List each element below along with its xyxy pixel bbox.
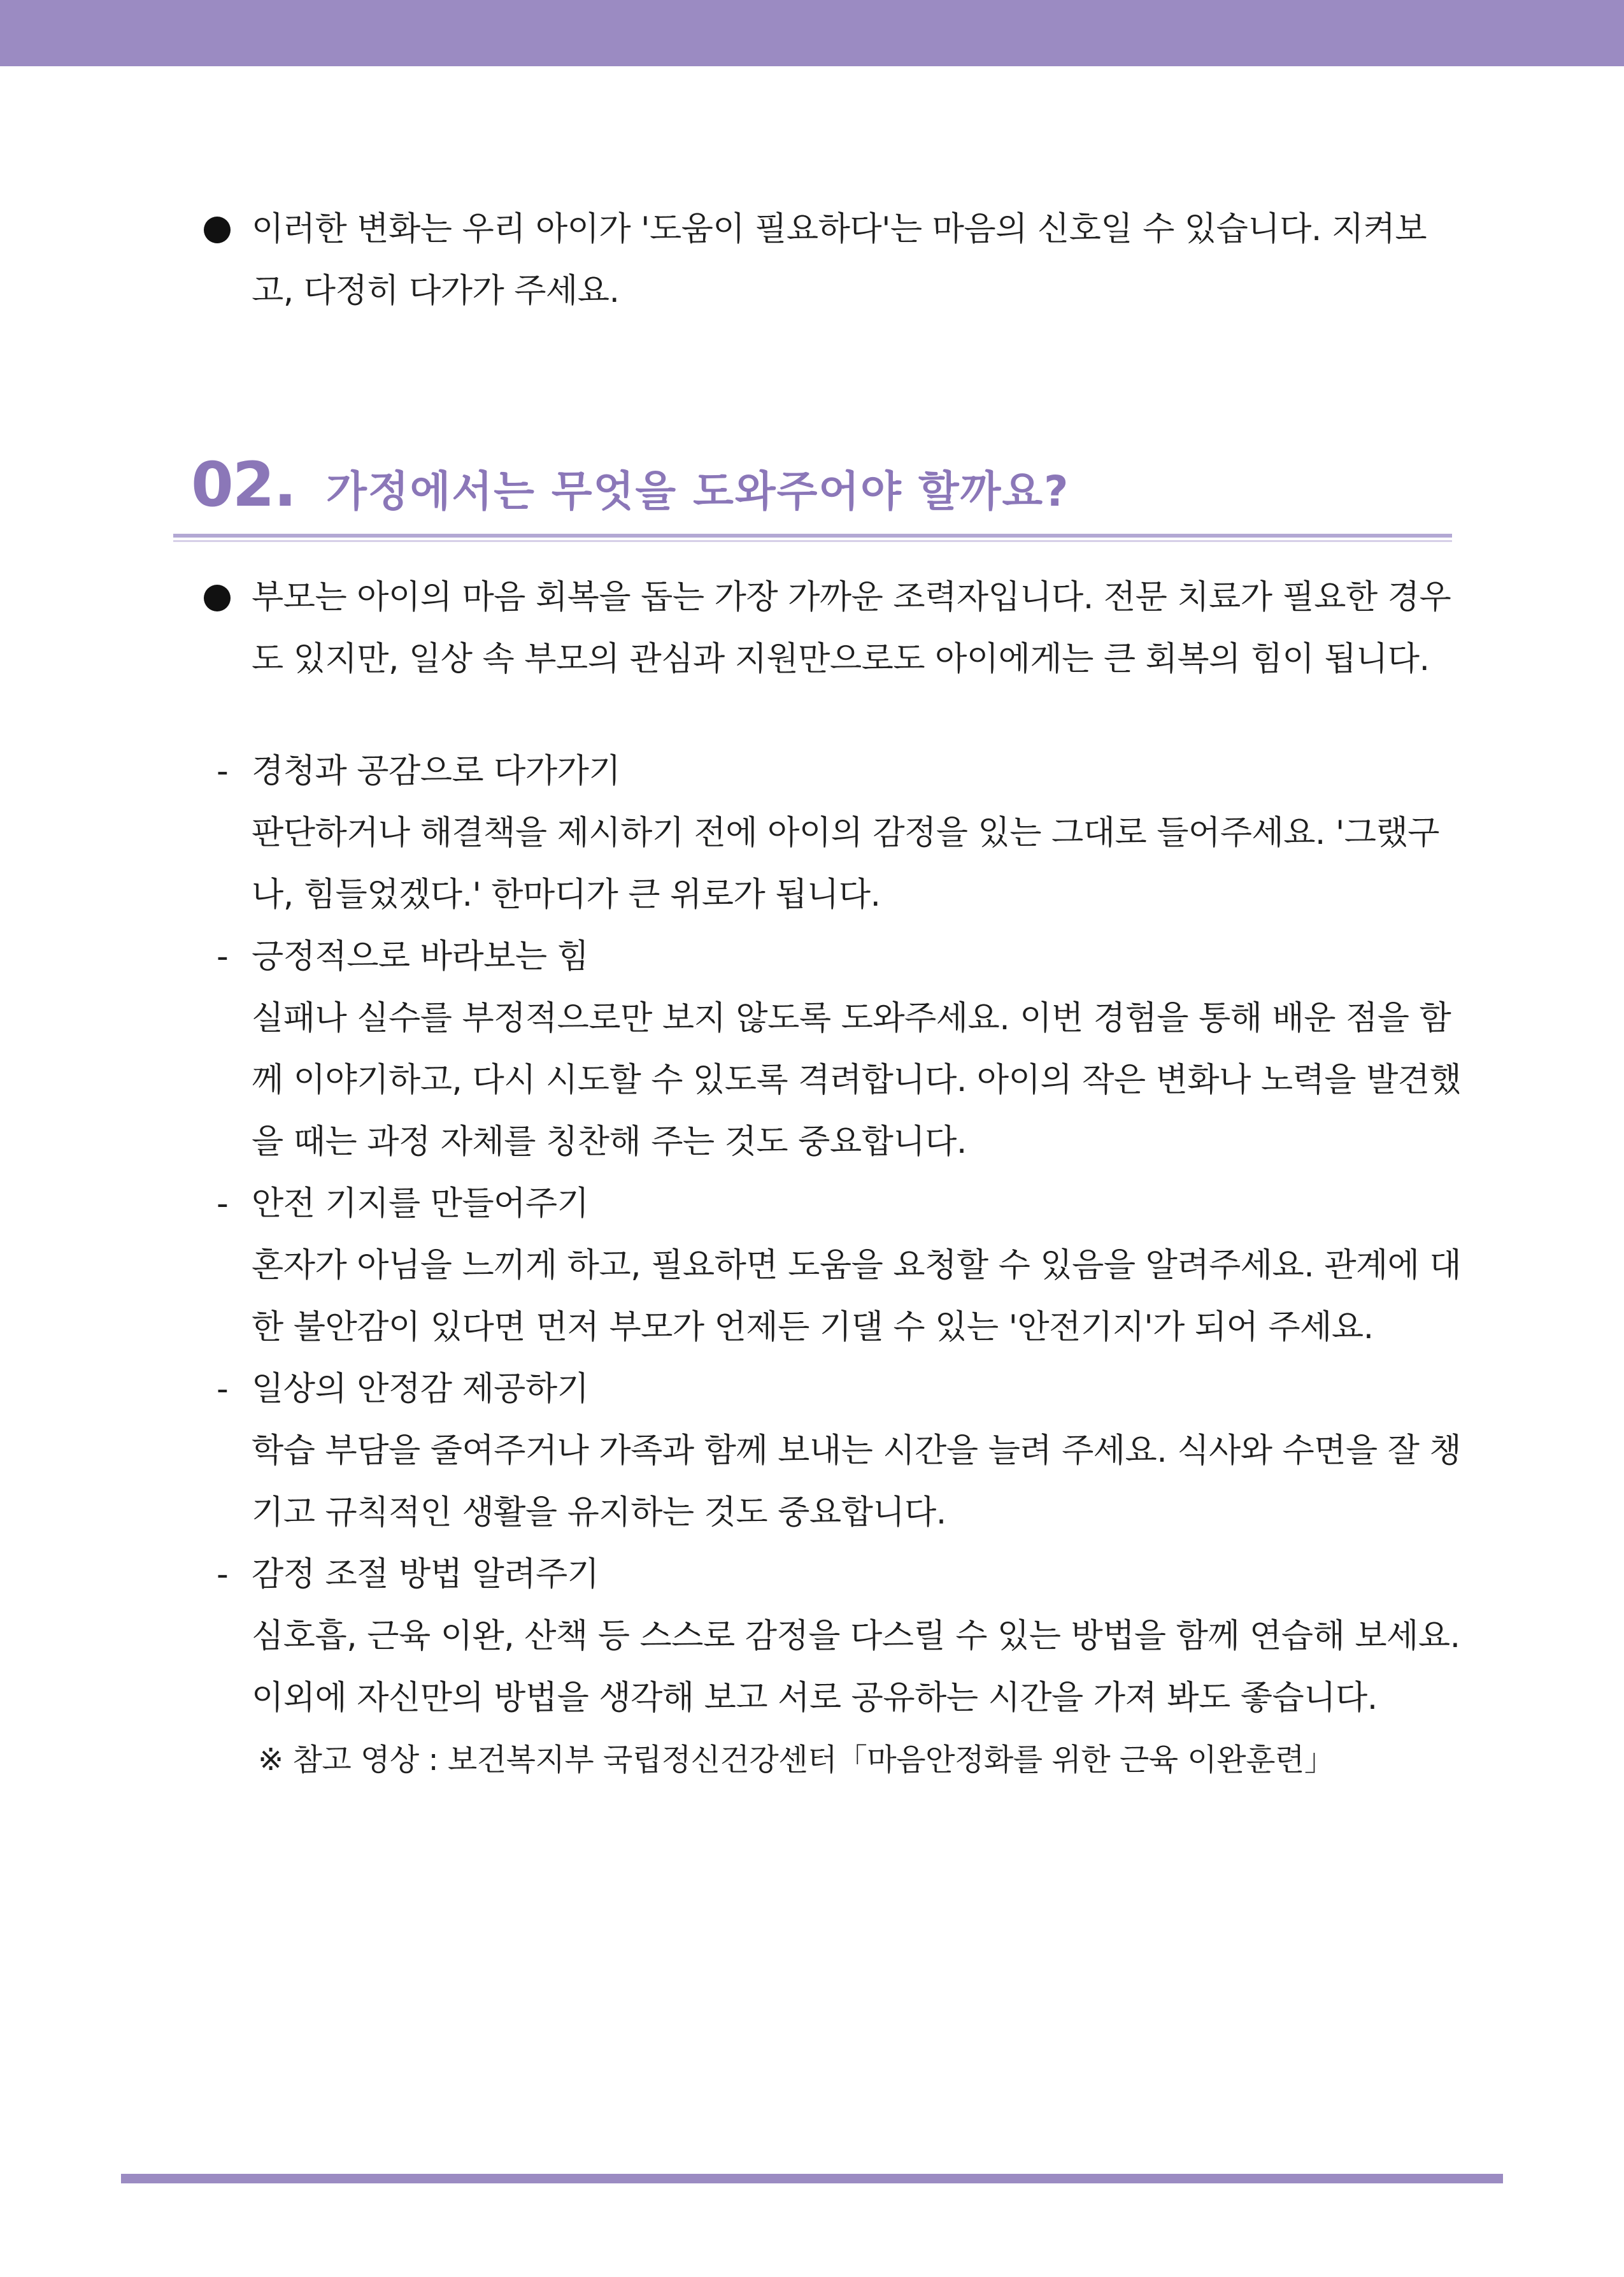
section-lead-text: 부모는 아이의 마음 회복을 돕는 가장 가까운 조력자입니다. 전문 치료가 필요한 경우도 있지만, 일상 속 부모의 관심과 지원만으로도 아이에게는 큰 회복의 힘이 됩니다. xyxy=(252,578,1451,678)
item-dash: - xyxy=(217,1555,229,1594)
item-body: 심호흡, 근육 이완, 산책 등 스스로 감정을 다스릴 수 있는 방법을 함께 연습해 보세요. 이외에 자신만의 방법을 생각해 보고 서로 공유하는 시간을 가져 봐도 좋습니다. xyxy=(252,1617,1460,1717)
intro-bullet-text: 이러한 변화는 우리 아이가 '도움이 필요하다'는 마음의 신호일 수 있습니다. 지켜보고, 다정히 다가가 주세요. xyxy=(252,210,1427,310)
item-body: 학습 부담을 줄여주거나 가족과 함께 보내는 시간을 늘려 주세요. 식사와 수면을 잘 챙기고 규칙적인 생활을 유지하는 것도 중요합니다. xyxy=(252,1432,1462,1532)
item-title: 긍정적으로 바라보는 힘 xyxy=(252,938,589,976)
item-title: 경청과 공감으로 다가가기 xyxy=(252,752,621,790)
item-dash: - xyxy=(217,1185,229,1223)
section-title: 가정에서는 무엇을 도와주어야 할까요? xyxy=(326,467,1070,516)
item-body: 판단하거나 해결책을 제시하기 전에 아이의 감정을 있는 그대로 들어주세요. '그랬구나, 힘들었겠다.' 한마디가 큰 위로가 됩니다. xyxy=(252,814,1439,914)
item-title: 감정 조절 방법 알려주기 xyxy=(252,1555,599,1594)
item-body: 혼자가 아님을 느끼게 하고, 필요하면 도움을 요청할 수 있음을 알려주세요. 관계에 대한 불안감이 있다면 먼저 부모가 언제든 기댈 수 있는 '안전기지'가 되어 주세요. xyxy=(252,1246,1462,1346)
item-body: 실패나 실수를 부정적으로만 보지 않도록 도와주세요. 이번 경험을 통해 배운 점을 함께 이야기하고, 다시 시도할 수 있도록 격려합니다. 아이의 작은 변화나 노력을 발견했을 때는 과정 자체를 칭찬해 주는 것도 중요합니다. xyxy=(252,999,1462,1161)
item-title: 일상의 안정감 제공하기 xyxy=(252,1370,589,1408)
item-dash: - xyxy=(217,752,229,790)
heading-rule xyxy=(173,534,1452,538)
reference-note: ※ 참고 영상 : 보건복지부 국립정신건강센터「마음안정화를 위한 근육 이완훈련」 xyxy=(258,1742,1335,1778)
item-title: 안전 기지를 만들어주기 xyxy=(252,1185,589,1223)
section-heading xyxy=(191,449,1465,532)
bullet-dot xyxy=(204,585,231,611)
bullet-dot xyxy=(204,217,231,243)
top-header-bar xyxy=(0,0,1624,66)
bottom-divider xyxy=(121,2174,1503,2183)
item-dash: - xyxy=(217,1370,229,1408)
heading-rule-shadow xyxy=(173,540,1452,542)
item-dash: - xyxy=(217,938,229,976)
section-number: 02. xyxy=(191,449,296,520)
